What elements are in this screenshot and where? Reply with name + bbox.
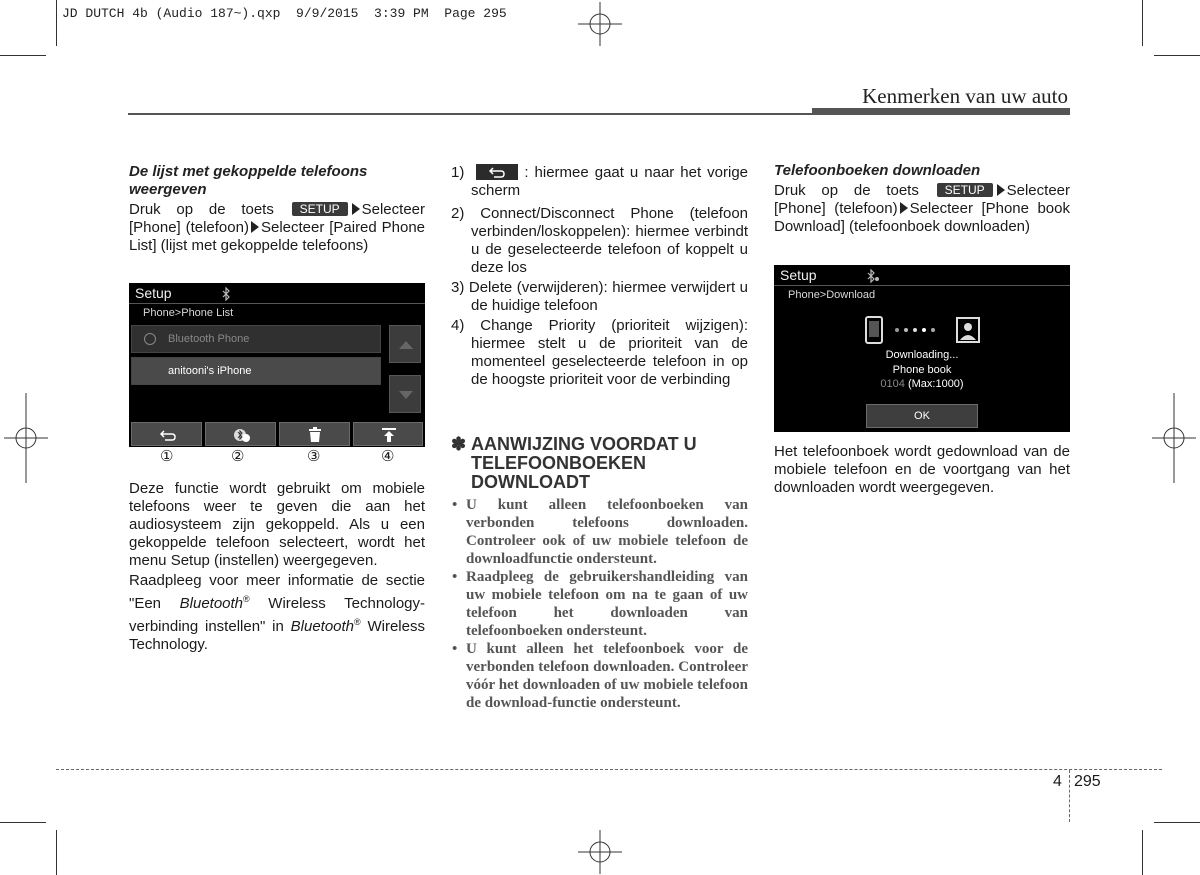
screen-title: Setup	[780, 267, 817, 283]
back-icon	[160, 429, 176, 441]
list-item[interactable]: anitooni's iPhone	[131, 357, 381, 385]
section-title: Kenmerken van uw auto	[862, 84, 1068, 108]
back-icon	[476, 164, 518, 180]
column-left-body	[129, 480, 425, 654]
arrow-right-icon	[900, 202, 908, 214]
arrow-right-icon	[997, 184, 1005, 196]
chapter-number: 4	[1053, 773, 1062, 790]
header-rule-thick	[812, 108, 1070, 115]
column-right	[774, 162, 1070, 236]
bluetooth-icon	[221, 287, 231, 301]
back-button[interactable]	[131, 422, 202, 446]
registration-mark	[575, 2, 625, 46]
paragraph: Het telefoonboek wordt gedownload van de mobiele telefoon en de voortgang van het downloaden wordt weergegeven.	[774, 443, 1070, 496]
registration-mark	[1152, 393, 1196, 483]
crop-mark	[56, 0, 57, 46]
registration-mark	[4, 393, 48, 483]
move-top-icon	[382, 428, 396, 442]
screen-download	[774, 265, 1070, 432]
setup-key: SETUP	[937, 183, 993, 197]
footer-rule	[56, 769, 1162, 770]
bullet-item: • U kunt alleen het telefoonboek voor de verbonden telefoon downloaden. Controleer vóór het downloaden of uw mobiele telefoon de download-functie ondersteunt.	[452, 640, 748, 712]
crop-mark	[0, 55, 46, 56]
delete-button[interactable]	[279, 422, 350, 446]
bullet-item: • Raadpleeg de gebruikershandleiding van uw mobiele telefoon om na te gaan of uw telefoon het downloaden van telefoonboeken ondersteunt.	[452, 568, 748, 640]
crop-mark	[56, 830, 57, 875]
callout-number: ③	[307, 448, 321, 465]
download-target: Phone book	[892, 364, 952, 376]
crop-mark	[1154, 55, 1200, 56]
list-item[interactable]: Bluetooth Phone	[131, 325, 381, 353]
list-item-2: 2) Connect/Disconnect Phone (telefoon verbinden/loskoppelen): hiermee verbindt u de geselecteerde telefoon of koppelt u deze los	[451, 205, 748, 276]
bluetooth-connect-icon	[233, 427, 251, 443]
download-status: Downloading...	[885, 349, 959, 361]
screen-phone-list	[129, 283, 425, 447]
column-middle	[451, 164, 748, 389]
down-arrow-icon	[399, 390, 413, 400]
crop-mark	[1154, 822, 1200, 823]
screen-title: Setup	[135, 285, 172, 301]
phone-to-contacts-icon	[864, 315, 984, 345]
callout-number: ②	[231, 448, 245, 465]
setup-key: SETUP	[292, 202, 348, 216]
callout-number: ④	[381, 448, 395, 465]
list-item-1: 1) : hiermee gaat u naar het vorige scherm	[451, 164, 748, 199]
page-number: 295	[1074, 773, 1101, 790]
crop-mark	[1142, 0, 1143, 46]
note-symbol-icon: ✽	[451, 434, 467, 454]
print-slug: JD DUTCH 4b (Audio 187~).qxp 9/9/2015 3:39 PM Page 295	[62, 6, 507, 21]
instruction-text: Druk op de toets SETUP Selecteer [Phone] (telefoon) Selecteer [Phone book Download] (telefoonboek downloaden)	[774, 182, 1070, 235]
breadcrumb: Phone>Phone List	[143, 307, 234, 319]
instruction-text: Druk op de toets SETUP Selecteer [Phone] (telefoon) Selecteer [Paired Phone List] (lijst met gekoppelde telefoons)	[129, 201, 426, 254]
column-left	[129, 163, 425, 255]
subheading: De lijst met gekoppelde telefoons weergeven	[129, 163, 368, 198]
list-item-4: 4) Change Priority (prioriteit wijzigen): hiermee stelt u de prioriteit van de momenteel geselecteerde telefoon in op de hoogste prioriteit voor de verbinding	[451, 317, 748, 388]
subheading: Telefoonboeken downloaden	[774, 162, 981, 179]
crop-mark	[0, 822, 46, 823]
crop-mark	[1142, 830, 1143, 875]
scroll-down-button[interactable]	[389, 375, 421, 413]
list-item-3: 3) Delete (verwijderen): hiermee verwijdert u de huidige telefoon	[451, 279, 748, 314]
footer-divider	[1069, 770, 1070, 822]
note-heading: ✽ AANWIJZING VOORDAT U TELEFOONBOEKEN DOWNLOADT	[451, 434, 697, 492]
scroll-up-button[interactable]	[389, 325, 421, 363]
callout-number: ①	[160, 448, 174, 465]
up-arrow-icon	[399, 340, 413, 350]
connect-disconnect-button[interactable]	[205, 422, 276, 446]
priority-button[interactable]	[353, 422, 423, 446]
paragraph: Raadpleeg voor meer informatie de sectie "Een Bluetooth® Wireless Technology-verbinding instellen" in Bluetooth® Wireless Technology.	[129, 572, 426, 653]
note-bullets	[452, 496, 748, 712]
download-progress: 0104 (Max:1000)	[880, 378, 964, 390]
arrow-right-icon	[352, 203, 360, 215]
arrow-right-icon	[251, 221, 259, 233]
play-icon	[144, 333, 156, 345]
bullet-item: • U kunt alleen telefoonboeken van verbonden telefoons downloaden. Controleer ook of uw mobiele telefoon de downloadfunctie ondersteunt.	[452, 496, 748, 568]
header-rule	[128, 113, 812, 115]
column-right-body	[774, 443, 1070, 497]
ok-button[interactable]: OK	[866, 404, 978, 428]
breadcrumb: Phone>Download	[788, 289, 876, 301]
trash-icon	[309, 427, 321, 443]
paragraph: Deze functie wordt gebruikt om mobiele telefoons weer te geven die aan het audiosysteem zijn gekoppeld. Als u een gekoppelde telefoon selecteert, wordt het menu Setup (instellen) weergegeven.	[129, 480, 425, 569]
registration-mark	[575, 830, 625, 874]
bluetooth-icon	[866, 269, 880, 283]
